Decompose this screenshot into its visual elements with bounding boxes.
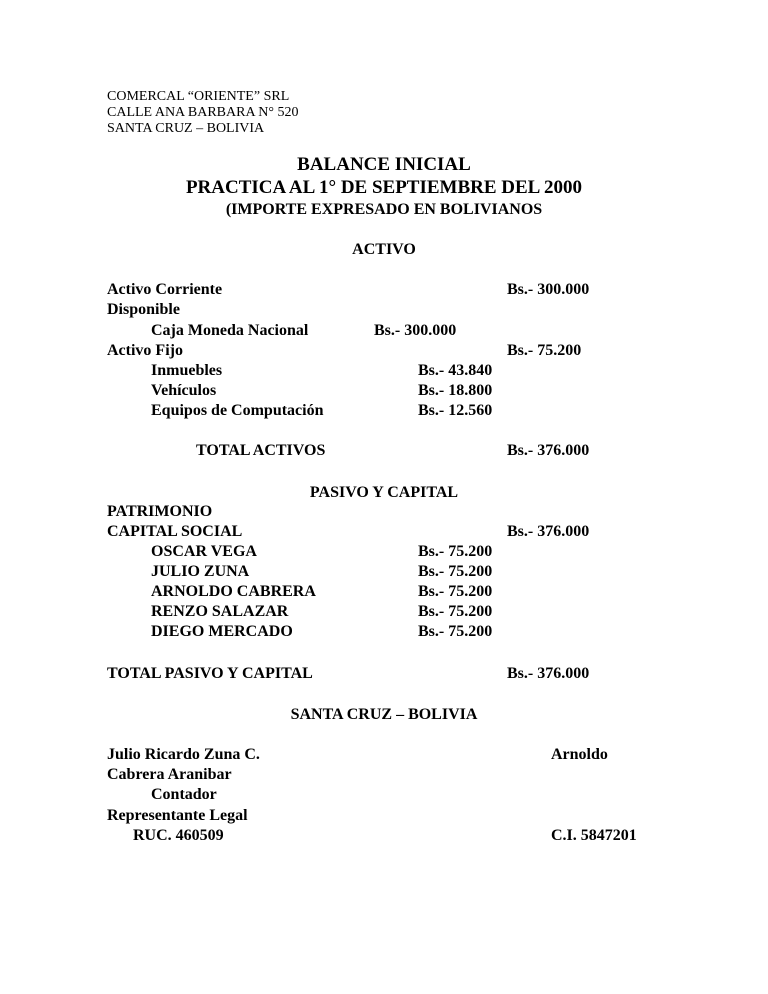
socio-name: OSCAR VEGA — [151, 543, 257, 560]
signer-ci: C.I. 5847201 — [551, 827, 637, 844]
list-item-value: Bs.- 12.560 — [418, 402, 493, 419]
list-item-label: Equipos de Computación — [151, 402, 324, 419]
doc-currency-note: (IMPORTE EXPRESADO EN BOLIVIANOS — [225, 201, 543, 218]
activo-fijo-label: Activo Fijo — [107, 342, 183, 359]
capital-social-total: Bs.- 376.000 — [507, 523, 590, 540]
socio-name: ARNOLDO CABRERA — [151, 583, 316, 600]
pasivo-heading: PASIVO Y CAPITAL — [309, 484, 459, 501]
caja-value: Bs.- 300.000 — [374, 322, 457, 339]
activo-corriente-total: Bs.- 300.000 — [507, 281, 590, 298]
doc-title: BALANCE INICIAL — [297, 154, 471, 175]
activo-fijo-total: Bs.- 75.200 — [507, 342, 582, 359]
signer-left-surname: Cabrera Aranibar — [107, 766, 232, 783]
socio-name: RENZO SALAZAR — [151, 603, 289, 620]
signer-right-name: Arnoldo — [551, 746, 608, 763]
caja-label: Caja Moneda Nacional — [151, 322, 309, 339]
socio-value: Bs.- 75.200 — [418, 623, 493, 640]
footer-place: SANTA CRUZ – BOLIVIA — [290, 706, 478, 723]
activo-heading: ACTIVO — [352, 241, 416, 258]
signer-left-name: Julio Ricardo Zuna C. — [107, 746, 260, 763]
socio-value: Bs.- 75.200 — [418, 583, 493, 600]
signer-role: Contador — [151, 786, 217, 803]
list-item-value: Bs.- 43.840 — [418, 362, 493, 379]
socio-value: Bs.- 75.200 — [418, 603, 493, 620]
company-city: SANTA CRUZ – BOLIVIA — [107, 121, 265, 136]
total-activos-value: Bs.- 376.000 — [507, 442, 590, 459]
patrimonio-label: PATRIMONIO — [107, 503, 213, 520]
company-name: COMERCAL “ORIENTE” SRL — [107, 89, 290, 104]
capital-social-label: CAPITAL SOCIAL — [107, 523, 243, 540]
company-address: CALLE ANA BARBARA N° 520 — [107, 105, 299, 120]
total-pasivo-label: TOTAL PASIVO Y CAPITAL — [107, 665, 313, 682]
signer-role-2: Representante Legal — [107, 807, 248, 824]
disponible-label: Disponible — [107, 301, 180, 318]
socio-value: Bs.- 75.200 — [418, 543, 493, 560]
list-item-value: Bs.- 18.800 — [418, 382, 493, 399]
signer-ruc: RUC. 460509 — [133, 827, 224, 844]
list-item-label: Inmuebles — [151, 362, 223, 379]
socio-name: JULIO ZUNA — [151, 563, 250, 580]
total-activos-label: TOTAL ACTIVOS — [196, 442, 326, 459]
doc-subtitle: PRACTICA AL 1° DE SEPTIEMBRE DEL 2000 — [185, 177, 583, 198]
activo-corriente-label: Activo Corriente — [107, 281, 223, 298]
list-item-label: Vehículos — [151, 382, 217, 399]
socio-name: DIEGO MERCADO — [151, 623, 293, 640]
total-pasivo-value: Bs.- 376.000 — [507, 665, 590, 682]
socio-value: Bs.- 75.200 — [418, 563, 493, 580]
